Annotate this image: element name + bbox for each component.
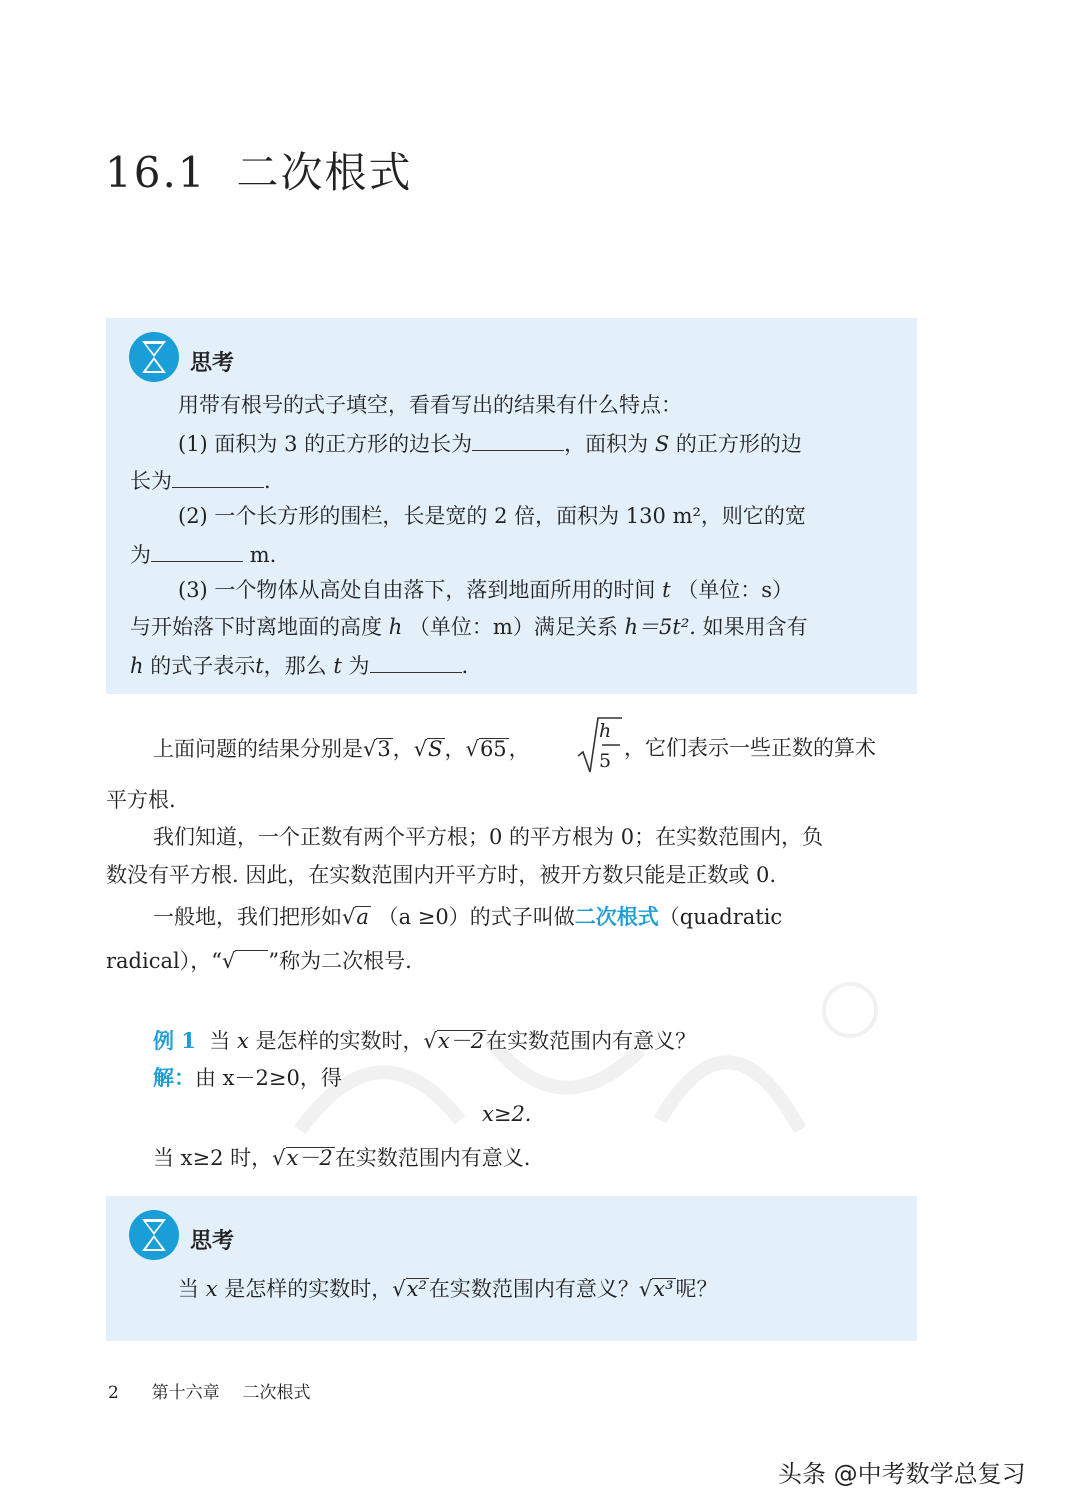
answer-blank-2: [172, 469, 264, 488]
think1-q3-line3: [130, 654, 468, 677]
q1-text-d: 长为: [130, 469, 172, 493]
answer-blank-4: [370, 654, 462, 673]
background-watermark-seal: [260, 980, 880, 1160]
think1-q1-line2: [130, 469, 271, 492]
q3-relation: h＝5t².: [624, 615, 696, 639]
q1-text-c: 的正方形的边: [675, 432, 802, 456]
q3-var-h: h: [388, 615, 403, 639]
q3-text-end: .: [461, 654, 469, 678]
section-name: 二次根式: [236, 148, 413, 197]
section-title: [105, 140, 413, 200]
q2-text-b: 为: [130, 543, 151, 567]
sqrt-x-squared: √ x²: [392, 1277, 427, 1301]
source-watermark: 头条 @中考数学总复习: [778, 1460, 1026, 1488]
example1-solution: 解：由 x－2≥0，得: [153, 1065, 342, 1090]
sqrt-x-cubed: √ x³: [638, 1277, 674, 1301]
example1-result: x≥2.: [482, 1102, 532, 1126]
q3-var-h2: h: [130, 654, 144, 678]
q3-var-t2: t: [255, 654, 264, 678]
think1-intro: 用带有根号的式子填空，看看写出的结果有什么特点：: [178, 393, 682, 417]
think-box-2: [106, 1196, 917, 1341]
para3-line2: [106, 950, 412, 972]
q3-text-c: 与开始落下时离地面的高度: [130, 615, 382, 639]
para3-text-c: （quadratic: [658, 905, 783, 929]
para3-text-b: （a ≥0）的式子叫做: [377, 905, 575, 929]
think1-q2-line2: [130, 543, 276, 566]
q1-text-b: ，面积为: [564, 432, 649, 456]
think-hourglass-icon: [128, 1209, 180, 1261]
q1-text-e: .: [264, 469, 271, 493]
footer-chapter: 第十六章: [151, 1383, 220, 1403]
answer-blank-1: [472, 432, 564, 451]
term-quadratic-radical: 二次根式: [574, 904, 659, 929]
q1-text-a: (1) 面积为 3 的正方形的边长为: [178, 432, 473, 456]
solution-label: 解：: [153, 1065, 195, 1090]
q2-text-c: m.: [249, 543, 277, 567]
para2-line2: 数没有平方根. 因此，在实数范围内开平方时，被开方数只能是正数或 0.: [106, 863, 777, 887]
think2-question: 当 x 是怎样的实数时， √ x² 在实数范围内有意义？ √ x³ 呢？: [178, 1277, 718, 1301]
q3-text-e: 如果用含有: [702, 615, 808, 639]
q3-text-h: 为: [348, 654, 370, 678]
page-footer: [108, 1378, 310, 1403]
para1-text-a: 上面问题的结果分别是: [153, 737, 363, 761]
sqrt-a: √ a: [342, 905, 369, 929]
think-hourglass-icon: [128, 331, 180, 383]
para1-line1: 上面问题的结果分别是 √ 3 ， √ S ， √ 65 ，: [153, 737, 530, 761]
q3-text-d: （单位：m）满足关系: [408, 615, 618, 639]
section-number: 16.1: [105, 148, 207, 197]
para3-text-e: ”称为二次根号.: [268, 949, 412, 973]
radical-sign-symbol: √: [222, 950, 268, 972]
footer-section: 二次根式: [242, 1383, 311, 1403]
para3-line1: [153, 906, 782, 928]
q3-text-b: （单位：s）: [677, 578, 794, 602]
q3-text-a: (3) 一个物体从高处自由落下，落到地面所用的时间: [178, 578, 656, 602]
sqrt-x-minus-2: √ x－2: [423, 1029, 485, 1053]
think1-q3-line2: [130, 617, 808, 638]
q1-var-s: S: [654, 432, 670, 456]
example-label: 例 1: [153, 1028, 196, 1053]
q3-var-t3: t: [333, 654, 342, 678]
example1-question: 例 1 当 x 是怎样的实数时， √ x－2 在实数范围内有意义？: [153, 1028, 697, 1053]
q3-text-g: ，那么: [263, 654, 327, 678]
para1-text-b: ，它们表示一些正数的算术: [624, 736, 876, 760]
sqrt-65: √ 65: [465, 737, 507, 761]
para2-line1: 我们知道，一个正数有两个平方根；0 的平方根为 0；在实数范围内，负: [153, 825, 824, 849]
q3-var-t: t: [662, 578, 671, 602]
page-number: 2: [108, 1383, 119, 1403]
think1-q3-line1: [178, 580, 793, 601]
think1-q2-line1: (2) 一个长方形的围栏，长是宽的 2 倍，面积为 130 m²，则它的宽: [178, 504, 806, 528]
para1-line2: 平方根.: [106, 788, 176, 812]
para3-text-a: 一般地，我们把形如: [153, 905, 342, 929]
para3-text-d: radical），“: [106, 949, 222, 973]
frac-numerator: h: [599, 720, 612, 742]
q3-text-f: 的式子表示: [150, 654, 256, 678]
think-label-1: 思考: [190, 350, 235, 376]
think1-q1-line1: [178, 432, 802, 455]
example1-conclusion: 当 x≥2 时， √ x－2 在实数范围内有意义.: [153, 1146, 531, 1170]
sqrt-x-minus-2-b: √ x－2: [272, 1146, 333, 1170]
answer-blank-3: [151, 543, 243, 562]
think-label-2: 思考: [190, 1228, 235, 1254]
frac-denominator: 5: [599, 750, 612, 772]
sqrt-s: √ S: [413, 737, 443, 761]
sqrt-3: √ 3: [363, 737, 391, 761]
